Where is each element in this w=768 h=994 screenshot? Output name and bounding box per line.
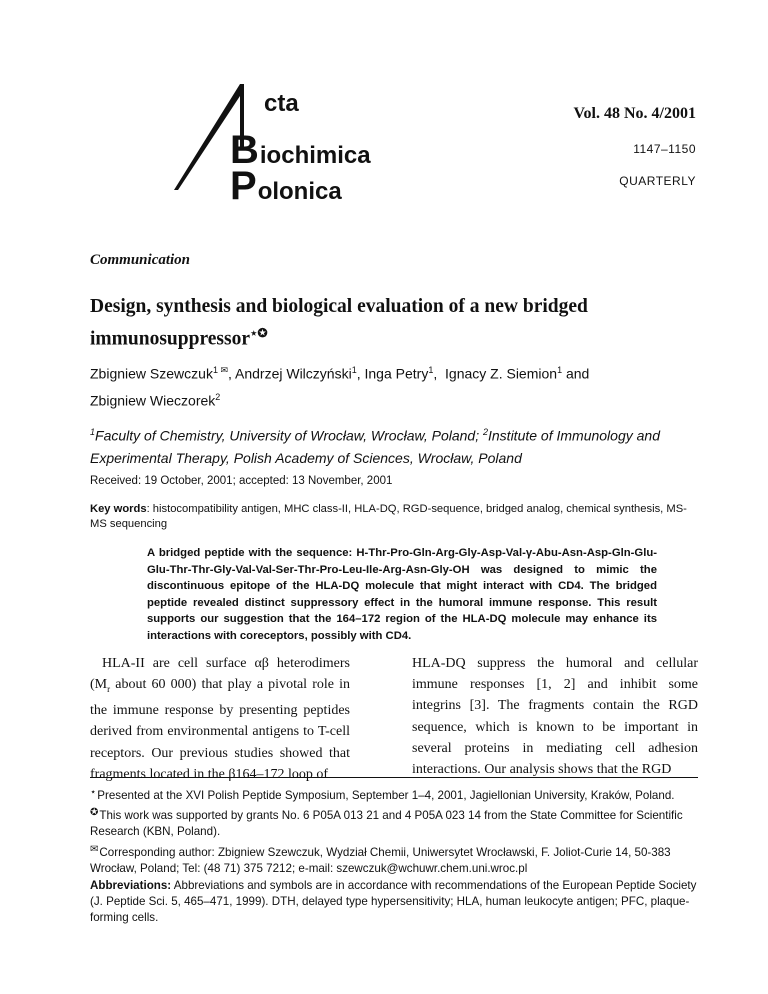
- body-column-left: [90, 653, 350, 785]
- page-range: 1147–1150: [633, 142, 696, 156]
- publication-frequency: QUARTERLY: [619, 174, 696, 188]
- footnote-mark: ✪: [90, 807, 99, 819]
- logo-word-biochimica: iochimica: [259, 142, 371, 169]
- logo-word-polonica: olonica: [257, 178, 342, 205]
- author-affiliation-mark: 1: [557, 365, 563, 375]
- author-name: Zbigniew Szewczuk: [90, 365, 213, 382]
- author-affiliation-mark: 2: [215, 391, 221, 402]
- author-affiliation-mark: 1: [428, 365, 434, 375]
- logo-row-polonica: [230, 166, 342, 206]
- keywords: Key words: histocompatibility antigen, MHC class-II, HLA-DQ, RGD-sequence, bridged analog, chemical synthesis, MS-MS sequencing: [90, 503, 687, 530]
- affiliation-mark: 2: [482, 427, 488, 437]
- footnote: [90, 842, 700, 877]
- abstract: A bridged peptide with the sequence: H-Thr-Pro-Gln-Arg-Gly-Asp-Val-γ-Abu-Asn-Asp-Gln-Glu-Glu-Thr-Thr-Gly-Val-Val-Ser-Thr-Pro-Leu-Ile-Arg-Asn-Gly-OH was designed to mimic the discontinuous epitope of the HLA-DQ molecule that might interact with CD4. The bridged peptide revealed distinct suppressory effect in the humoral immune response. This result supports our suggestion that the 164–172 region of the HLA-DQ molecule may enhance its interactions with coreceptors, possibly with CD4.: [147, 547, 657, 642]
- affiliations: [90, 421, 710, 469]
- logo-letter-b: B: [230, 128, 259, 172]
- abbreviations-note: [90, 878, 700, 927]
- footnote-divider: [90, 777, 698, 778]
- affiliation-text: Institute of Immunology and Experimental Therapy, Polish Academy of Sciences, Wrocław, Poland: [90, 427, 660, 466]
- footnote-mark: ✉: [90, 843, 99, 855]
- logo-word-acta: cta: [264, 90, 299, 117]
- logo-row-acta: [263, 92, 299, 116]
- keywords-label: Key words: [90, 503, 147, 515]
- author-name: Andrzej Wilczyński: [235, 365, 352, 382]
- received-dates: Received: 19 October, 2001; accepted: 13 November, 2001: [90, 475, 393, 487]
- footnote: [90, 785, 700, 804]
- journal-logo: [168, 80, 408, 208]
- logo-letter-p: P: [230, 164, 257, 208]
- footnote: [90, 805, 700, 840]
- footnotes: [90, 785, 700, 928]
- affiliation-mark: 1: [90, 427, 96, 437]
- keywords-text: histocompatibility antigen, MHC class-II, HLA-DQ, RGD-sequence, bridged analog, chemical synthesis, MS-MS sequencing: [90, 503, 687, 530]
- author-name: Inga Petry: [364, 365, 429, 382]
- volume-info: Vol. 48 No. 4/2001: [573, 105, 696, 122]
- body-paragraph: [90, 653, 350, 785]
- body-text: about 60 000) that play a pivotal role in the immune response by presenting peptides derived from environmental antigens to T-cell receptors. Our previous studies showed that fragments located in the β164–172 loop of: [90, 677, 350, 782]
- author-name: Zbigniew Wieczorek: [90, 392, 216, 409]
- author-affiliation-mark: 1 ✉: [212, 365, 228, 375]
- title-footnote-marks: ⋆✪: [250, 326, 268, 340]
- affiliation-text: Faculty of Chemistry, University of Wrocław, Wrocław, Poland;: [95, 427, 480, 444]
- abbreviations-label: Abbreviations:: [90, 879, 172, 893]
- body-text: HLA-II are cell surface αβ heterodimers (M: [90, 656, 350, 693]
- footnote-text: Presented at the XVI Polish Peptide Symposium, September 1–4, 2001, Jagiellonian University, Kraków, Poland.: [97, 789, 675, 802]
- footnote-mark: ⋆: [90, 787, 97, 798]
- body-subscript: r: [107, 684, 111, 694]
- article-title: [90, 293, 690, 353]
- article-title-text: Design, synthesis and biological evaluation of a new bridged immunosuppressor: [90, 296, 588, 350]
- footnote-text: This work was supported by grants No. 6 P05A 013 21 and 4 P05A 023 14 from the State Committee for Scientific Research (KBN, Poland).: [90, 809, 683, 839]
- section-label: Communication: [90, 252, 191, 268]
- author-list: Zbigniew Szewczuk$^{1 ✉}$, Andrzej Wilczyński$^1$, Inga Petry$^1$, Ignacy Z. Siemion$^1$ and Zbigniew Wieczorek$^2$: [90, 365, 590, 409]
- author-name: Ignacy Z. Siemion: [445, 365, 558, 382]
- body-paragraph: HLA-DQ suppress the humoral and cellular immune responses [1, 2] and inhibit some integrins [3]. The fragments contain the RGD sequence, which is known to be important in several proteins in mediating cell adhesion interactions. Our analysis shows that the RGD: [412, 656, 698, 778]
- body-column-right: [412, 653, 698, 780]
- abbreviations-text: Abbreviations and symbols are in accordance with recommendations of the European Peptide Society (J. Peptide Sci. 5, 465–471, 1999). DTH, delayed type hypersensitivity; HLA, human leukocyte antigen; PFC, plaque-forming cells.: [90, 879, 697, 925]
- footnote-text: Corresponding author: Zbigniew Szewczuk, Wydział Chemii, Uniwersytet Wrocławski, F. Joliot-Curie 14, 50-383 Wrocław, Poland; Tel: (48 71) 375 7212; e-mail: szewczuk@wchuwr.chem.uni.wroc.pl: [90, 845, 671, 875]
- author-affiliation-mark: 1: [351, 365, 357, 375]
